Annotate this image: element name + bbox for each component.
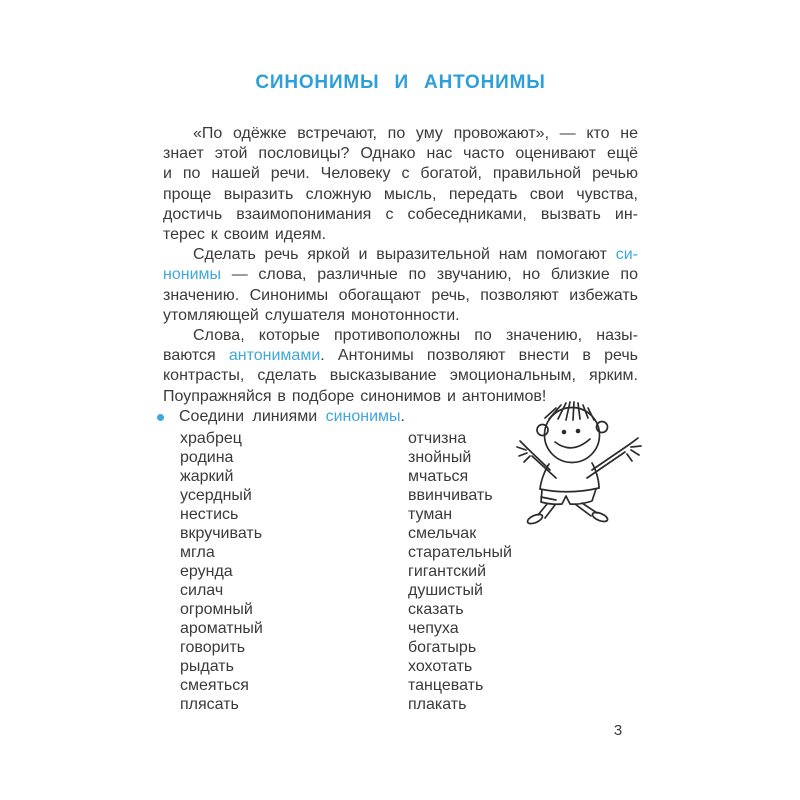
word-item: вкручивать xyxy=(180,525,263,542)
word-item: смеяться xyxy=(180,677,249,694)
word-item: плакать xyxy=(408,696,467,713)
word-item: старательный xyxy=(408,544,512,561)
word-item: знойный xyxy=(408,449,472,466)
text-line xyxy=(163,265,638,285)
text-segment: контрасты, сделать высказывание эмоциональным, ярким. xyxy=(163,367,638,385)
word-item: мчаться xyxy=(408,468,469,485)
text-line xyxy=(163,286,638,306)
text-line xyxy=(163,326,638,346)
text-segment: утомляющей слушателя монотонности. xyxy=(163,306,460,324)
word-item: чепуха xyxy=(408,620,459,637)
text-line xyxy=(163,144,638,164)
accent-word: си- xyxy=(615,246,638,264)
word-item: ввинчивать xyxy=(408,487,493,504)
text-line xyxy=(163,164,638,184)
text-line xyxy=(163,225,638,245)
accent-word: антонимами xyxy=(228,347,321,365)
word-item: мгла xyxy=(180,544,215,561)
text-segment: знает этой пословицы? Однако нас часто оценивают ещё xyxy=(163,145,638,163)
paragraph xyxy=(163,326,638,407)
word-column-left xyxy=(180,429,408,714)
accent-word: синонимы xyxy=(325,408,401,425)
word-item: богатырь xyxy=(408,639,477,656)
word-item: огромный xyxy=(180,601,253,618)
text-segment: . xyxy=(400,408,405,425)
text-segment: Соедини линиями xyxy=(179,408,326,425)
text-line xyxy=(163,306,638,326)
word-item: храбрец xyxy=(180,430,242,447)
word-column-right xyxy=(408,429,512,714)
word-item: плясать xyxy=(180,696,239,713)
text-segment: терес к своим идеям. xyxy=(163,226,327,244)
text-line xyxy=(163,346,638,366)
word-item: жаркий xyxy=(180,468,234,485)
paragraph xyxy=(163,245,638,326)
word-item: ерунда xyxy=(180,563,233,580)
exercise-text xyxy=(179,407,405,427)
accent-word: нонимы xyxy=(163,266,222,284)
text-segment: «По одёжке встречают, по уму провожают», — кто не xyxy=(193,125,638,142)
word-item: отчизна xyxy=(408,430,467,447)
word-item: силач xyxy=(180,582,224,599)
word-item: смельчак xyxy=(408,525,477,542)
text-line xyxy=(163,245,638,265)
word-columns xyxy=(180,429,512,714)
word-item: ароматный xyxy=(180,620,263,637)
text-line xyxy=(163,185,638,205)
boy-illustration xyxy=(512,398,644,530)
word-item: рыдать xyxy=(180,658,234,675)
text-segment: достичь взаимопонимания с собеседниками, вызвать ин- xyxy=(163,205,638,223)
page-title: СИНОНИМЫ И АНТОНИМЫ xyxy=(255,72,546,93)
paragraph xyxy=(163,124,638,245)
bullet-icon xyxy=(157,414,164,421)
word-item: душистый xyxy=(408,582,483,599)
text-segment: Сделать речь яркой и выразительной нам помогают xyxy=(193,246,616,264)
text-segment: — слова, различные по звучанию, но близкие по xyxy=(221,266,638,284)
page-number: 3 xyxy=(613,722,623,739)
text-segment: Поупражняйся в подборе синонимов и антонимов! xyxy=(163,387,547,405)
text-segment: и по нашей речи. Человеку с богатой, правильной речью xyxy=(163,165,638,183)
word-item: говорить xyxy=(180,639,246,656)
text-segment: проще выразить сложную мысль, передать свои чувства, xyxy=(163,185,638,203)
word-item: гигантский xyxy=(408,563,487,580)
word-item: танцевать xyxy=(408,677,484,694)
body-text xyxy=(163,124,638,407)
word-item: туман xyxy=(408,506,453,523)
text-line xyxy=(163,205,638,225)
text-segment: Слова, которые противоположны по значению, назы- xyxy=(193,327,638,345)
text-segment: значению. Синонимы обогащают речь, позволяют избежать xyxy=(163,286,638,304)
text-segment: . Антонимы позволяют внести в речь xyxy=(320,347,639,365)
text-line xyxy=(163,366,638,386)
word-item: родина xyxy=(180,449,234,466)
word-item: хохотать xyxy=(408,658,473,675)
word-item: нестись xyxy=(180,506,239,523)
text-line xyxy=(163,124,638,144)
word-item: сказать xyxy=(408,601,464,618)
word-item: усердный xyxy=(180,487,252,504)
text-segment: ваются xyxy=(163,347,229,365)
